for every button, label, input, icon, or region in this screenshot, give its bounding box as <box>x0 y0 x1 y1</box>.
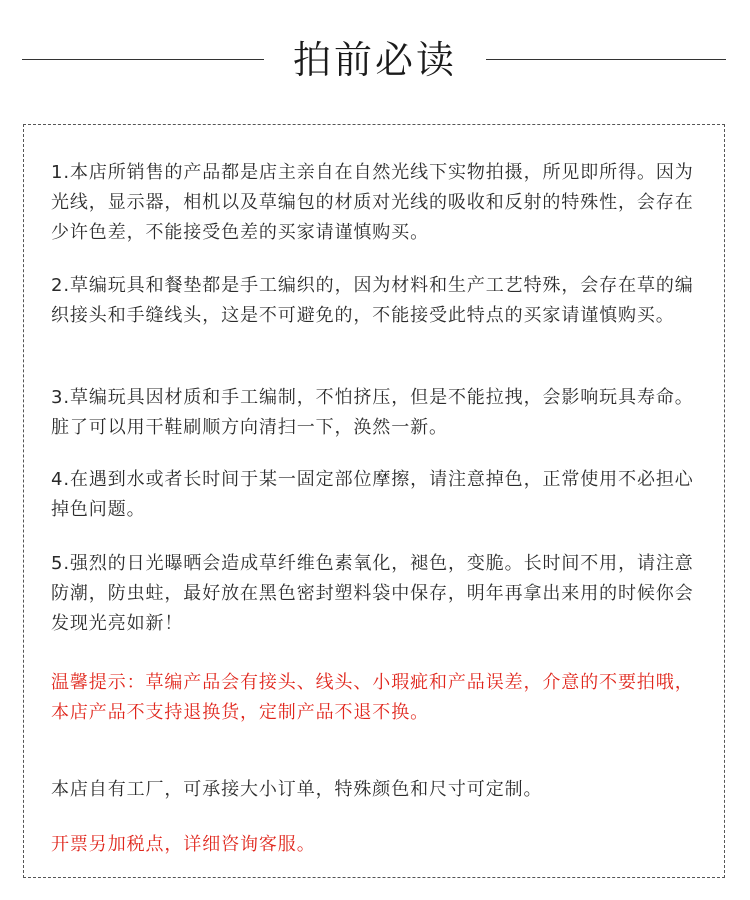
note-3: 3.草编玩具因材质和手工编制，不怕挤压，但是不能拉拽，会影响玩具寿命。脏了可以用干鞋刷顺方向清扫一下，涣然一新。 <box>51 387 694 438</box>
page-title: 拍前必读 <box>292 38 457 82</box>
note-4: 4.在遇到水或者长时间于某一固定部位摩擦，请注意掉色，正常使用不必担心掉色问题。 <box>51 469 694 520</box>
header <box>0 28 750 92</box>
factory-note: 本店自有工厂，可承接大小订单，特殊颜色和尺寸可定制。 <box>51 779 543 800</box>
note-5: 5.强烈的日光曝晒会造成草纤维色素氧化，褪色，变脆。长时间不用，请注意防潮，防虫蛀，最好放在黑色密封塑料袋中保存，明年再拿出来用的时候你会发现光亮如新！ <box>51 553 694 634</box>
invoice-note: 开票另加税点，详细咨询客服。 <box>51 834 316 855</box>
note-1: 1.本店所销售的产品都是店主亲自在自然光线下实物拍摄，所见即所得。因为光线，显示器，相机以及草编包的材质对光线的吸收和反射的特殊性，会存在少许色差，不能接受色差的买家请谨慎购买。 <box>51 162 694 243</box>
header-rule-left <box>22 59 264 60</box>
notice-box <box>23 124 725 878</box>
header-rule-right <box>486 59 726 60</box>
warm-tip: 温馨提示：草编产品会有接头、线头、小瑕疵和产品误差，介意的不要拍哦，本店产品不支持退换货，定制产品不退不换。 <box>51 672 694 723</box>
note-2: 2.草编玩具和餐垫都是手工编织的，因为材料和生产工艺特殊，会存在草的编织接头和手缝线头，这是不可避免的，不能接受此特点的买家请谨慎购买。 <box>51 275 694 326</box>
